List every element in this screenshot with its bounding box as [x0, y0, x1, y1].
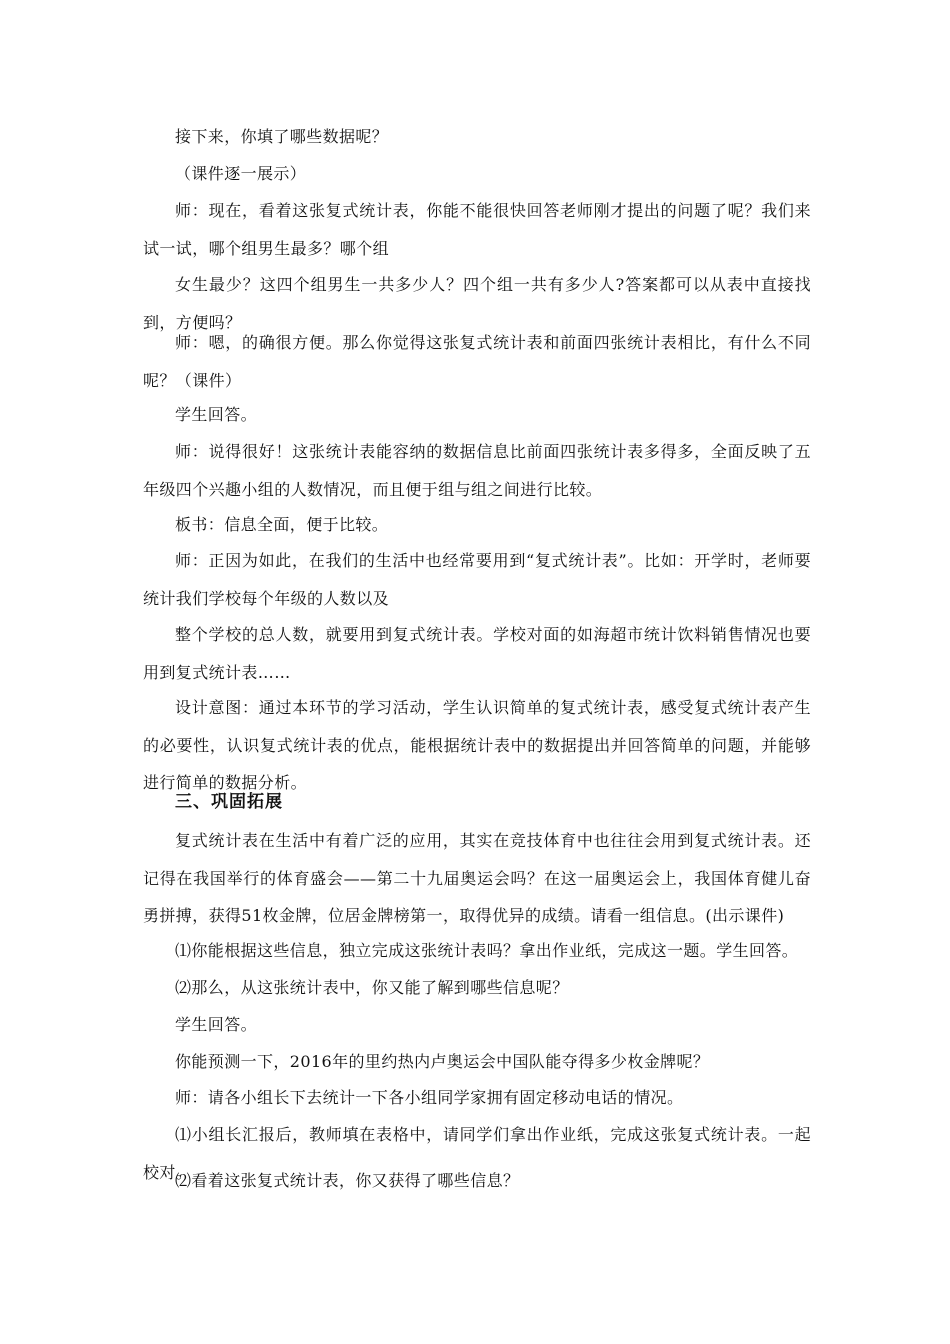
paragraph-13: ⑴你能根据这些信息，独立完成这张统计表吗？拿出作业纸，完成这一题。学生回答。: [175, 941, 799, 960]
paragraph-11: 设计意图：通过本环节的学习活动，学生认识简单的复式统计表，感受复式统计表产生的必要性，认识复式统计表的优点，能根据统计表中的数据提出并回答简单的问题，并能够进行简单的数据分析。: [143, 698, 811, 792]
paragraph-4: 女生最少？这四个组男生一共多少人？四个组一共有多少人?答案都可以从表中直接找到，方便吗？: [143, 275, 811, 332]
paragraph-14: ⑵那么，从这张统计表中，你又能了解到哪些信息呢？: [175, 978, 569, 997]
paragraph-17: 师：请各小组长下去统计一下各小组同学家拥有固定移动电话的情况。: [175, 1088, 684, 1107]
paragraph-9: 师：正因为如此，在我们的生活中也经常要用到“复式统计表”。比如：开学时，老师要统计我们学校每个年级的人数以及: [143, 551, 811, 608]
paragraph-6: 学生回答。: [175, 405, 258, 424]
section-heading: 三、巩固拓展: [175, 792, 283, 812]
paragraph-2: （课件逐一展示）: [175, 164, 307, 183]
paragraph-12: 复式统计表在生活中有着广泛的应用，其实在竞技体育中也往往会用到复式统计表。还记得在我国举行的体育盛会——第二十九届奥运会吗？在这一届奥运会上，我国体育健儿奋勇拼搏，获得51枚金牌，位居金牌榜第一，取得优异的成绩。请看一组信息。(出示课件): [143, 831, 811, 925]
paragraph-7: 师：说得很好！这张统计表能容纳的数据信息比前面四张统计表多得多，全面反映了五年级四个兴趣小组的人数情况，而且便于组与组之间进行比较。: [143, 442, 811, 499]
paragraph-18: ⑴小组长汇报后，教师填在表格中，请同学们拿出作业纸，完成这张复式统计表。一起校对。: [143, 1125, 811, 1182]
paragraph-15: 学生回答。: [175, 1015, 258, 1034]
paragraph-5: 师：嗯，的确很方便。那么你觉得这张复式统计表和前面四张统计表相比，有什么不同呢？（课件）: [143, 333, 811, 390]
paragraph-3: 师：现在，看着这张复式统计表，你能不能很快回答老师刚才提出的问题了呢？我们来试一试，哪个组男生最多？哪个组: [143, 201, 811, 258]
paragraph-10: 整个学校的总人数，就要用到复式统计表。学校对面的如海超市统计饮料销售情况也要用到复式统计表……: [143, 625, 811, 682]
paragraph-16: 你能预测一下，2016年的里约热内卢奥运会中国队能夺得多少枚金牌呢？: [175, 1052, 710, 1071]
paragraph-19: ⑵看着这张复式统计表，你又获得了哪些信息？: [175, 1171, 520, 1190]
paragraph-8: 板书：信息全面，便于比较。: [175, 515, 389, 534]
paragraph-1: 接下来，你填了哪些数据呢？: [175, 127, 389, 146]
